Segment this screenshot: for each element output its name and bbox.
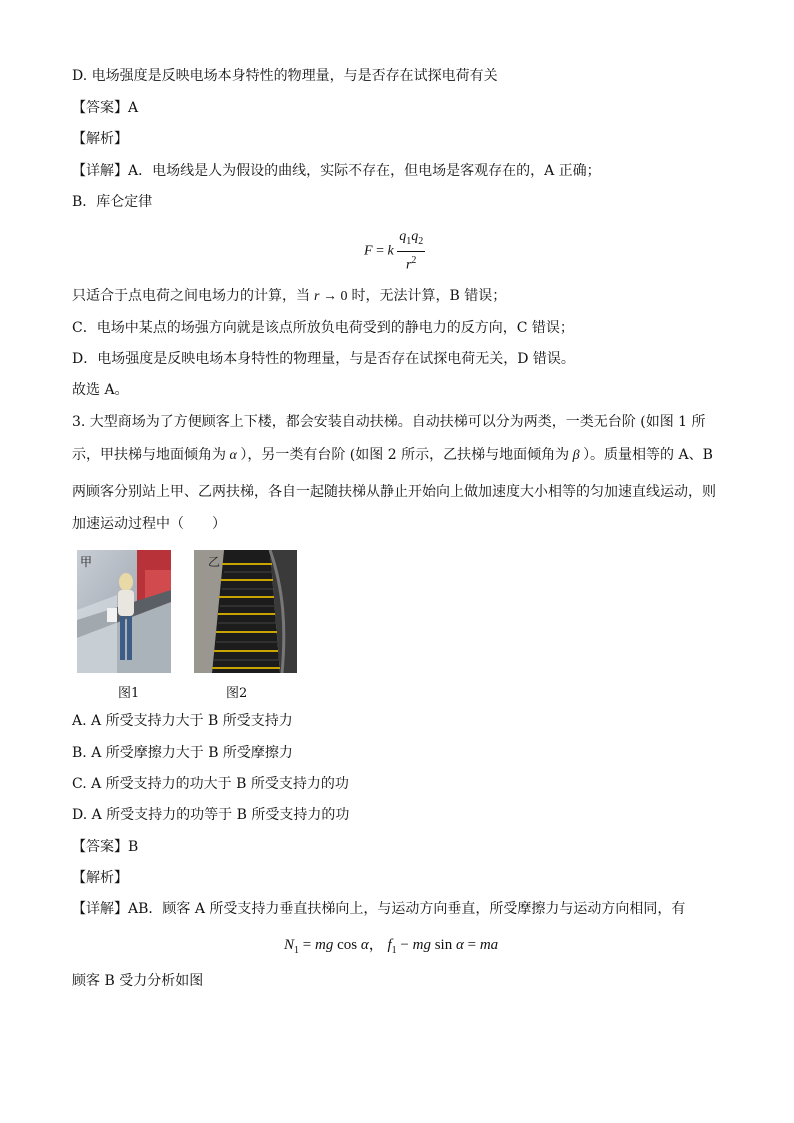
q3-option-b: B. A 所受摩擦力大于 B 所受摩擦力 [72, 745, 293, 761]
q2-detail-a: 【详解】A．电场线是人为假设的曲线，实际不存在，但电场是客观存在的，A 正确； [72, 163, 601, 179]
q2-detail-c: C．电场中某点的场强方向就是该点所放负电荷受到的静电力的反方向，C 错误； [72, 320, 574, 336]
q3-option-d: D. A 所受支持力的功等于 B 所受支持力的功 [72, 807, 350, 823]
figure-2-caption: 图2 [226, 686, 248, 701]
q3-stem-line-4: 加速运动过程中（ ） [72, 516, 226, 532]
q3-b-analysis: 顾客 B 受力分析如图 [72, 973, 204, 989]
q3-stem-line-2: 示，甲扶梯与地面倾角为 α ），另一类有台阶 (如图 2 所示，乙扶梯与地面倾角为 β ）。质量相等的 A、B [72, 447, 713, 463]
q3-analysis-heading: 【解析】 [72, 870, 128, 886]
coulomb-law-formula: F = k $\frac{q_1q_2}{r^2}$ [364, 229, 424, 273]
q3-answer: 【答案】B [72, 839, 139, 855]
figure-2-label: 乙 [208, 555, 221, 569]
q3-stem-line-3: 两顾客分别站上甲、乙两扶梯，各自一起随扶梯从静止开始向上做加速度大小相等的匀加速直线运动，则 [72, 484, 716, 500]
figure-1-escalator-photo [77, 550, 171, 673]
q2-conclusion: 故选 A。 [72, 382, 129, 398]
figure-2-escalator-photo [194, 550, 297, 673]
figure-1-label: 甲 [80, 555, 93, 569]
q2-answer: 【答案】A [72, 100, 139, 116]
q3-detail-ab: 【详解】AB．顾客 A 所受支持力垂直扶梯向上，与运动方向垂直，所受摩擦力与运动方向相同，有 [72, 901, 686, 917]
q2-analysis-heading: 【解析】 [72, 131, 128, 147]
q2-detail-d: D．电场强度是反映电场本身特性的物理量，与是否存在试探电荷无关，D 错误。 [72, 351, 575, 367]
q3-option-c: C. A 所受支持力的功大于 B 所受支持力的功 [72, 776, 349, 792]
q3-force-equation: $N_1$ = mg cos α， $f_1$ − mg sin α = ma [284, 937, 499, 956]
q2-detail-b: B．库仑定律 [72, 194, 153, 210]
formula-r: r [405, 257, 412, 273]
formula-constant: k [387, 243, 394, 259]
q2-option-d: D. 电场强度是反映电场本身特性的物理量，与是否存在试探电荷有关 [72, 68, 498, 84]
formula-fraction: $\frac{q_1q_2}{r^2}$ [399, 229, 424, 273]
q3-option-a: A. A 所受支持力大于 B 所受支持力 [72, 713, 293, 729]
q3-stem-line-1: 3. 大型商场为了方便顾客上下楼，都会安装自动扶梯。自动扶梯可以分为两类，一类无台阶 (如图 1 所 [72, 414, 706, 430]
formula-lhs: F [364, 243, 373, 259]
figure-1-caption: 图1 [118, 686, 140, 701]
q2-limit-line: 只适合于点电荷之间电场力的计算，当 r → 0 时，无法计算，B 错误； [72, 288, 507, 304]
